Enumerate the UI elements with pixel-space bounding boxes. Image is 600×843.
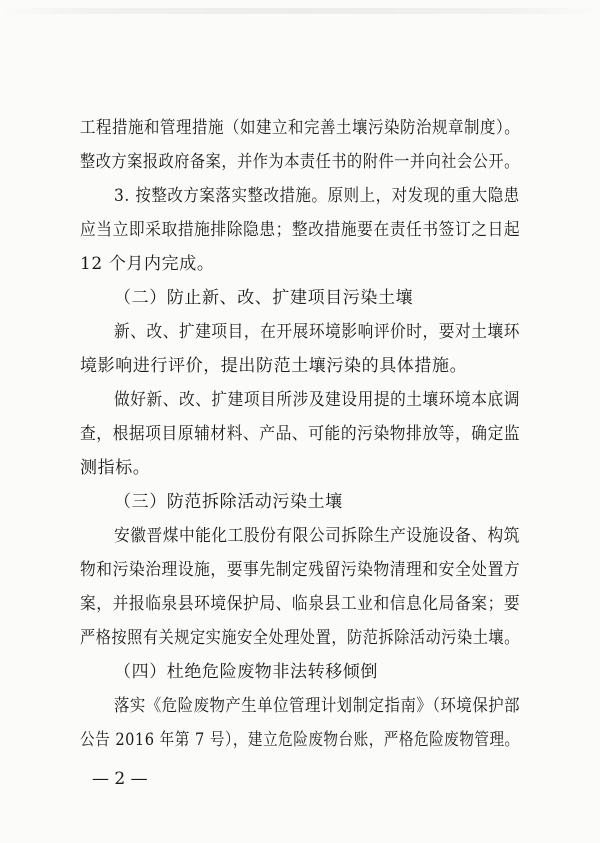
- scan-shadow: [0, 8, 600, 14]
- body-line: 查，根据项目原辅材料、产品、可能的污染物排放等，确定监: [80, 424, 521, 444]
- body-line: 整改方案报政府备案，并作为本责任书的附件一并向社会公开。: [80, 152, 520, 172]
- body-line: 3. 按整改方案落实整改措施。原则上，对发现的重大隐患: [114, 186, 520, 206]
- body-line: 应当立即采取措施排除隐患；整改措施要在责任书签订之日起: [80, 220, 521, 240]
- body-line: 境影响进行评价，提出防范土壤污染的具体措施。: [80, 356, 468, 376]
- body-line: 物和污染治理设施，要事先制定残留污染物清理和安全处置方: [80, 560, 521, 580]
- body-line: 公告 2016 年第 7 号），建立危险废物台账，严格危险废物管理。: [80, 730, 520, 750]
- page-number: — 2 —: [92, 769, 148, 789]
- section-heading: （二）防止新、改、扩建项目污染土壤: [114, 288, 414, 308]
- body-line: 12 个月内完成。: [80, 254, 215, 274]
- body-line: 安徽晋煤中能化工股份有限公司拆除生产设施设备、构筑: [114, 526, 520, 546]
- body-line: 落实《危险废物产生单位管理计划制定指南》（环境保护部: [114, 696, 521, 716]
- body-line: 测指标。: [80, 458, 151, 478]
- section-heading: （三）防范拆除活动污染土壤: [114, 492, 343, 512]
- body-line: 严格按照有关规定实施安全处理处置，防范拆除活动污染土壤。: [80, 628, 520, 648]
- body-line: 做好新、改、扩建项目所涉及建设用提的土壤环境本底调: [114, 390, 520, 410]
- section-heading: （四）杜绝危险废物非法转移倾倒: [114, 662, 378, 682]
- body-line: 工程措施和管理措施（如建立和完善土壤污染防治规章制度）。: [80, 118, 521, 138]
- body-line: 新、改、扩建项目，在开展环境影响评价时，要对土壤环: [114, 322, 520, 342]
- body-line: 案，并报临泉县环境保护局、临泉县工业和信息化局备案；要: [80, 594, 521, 614]
